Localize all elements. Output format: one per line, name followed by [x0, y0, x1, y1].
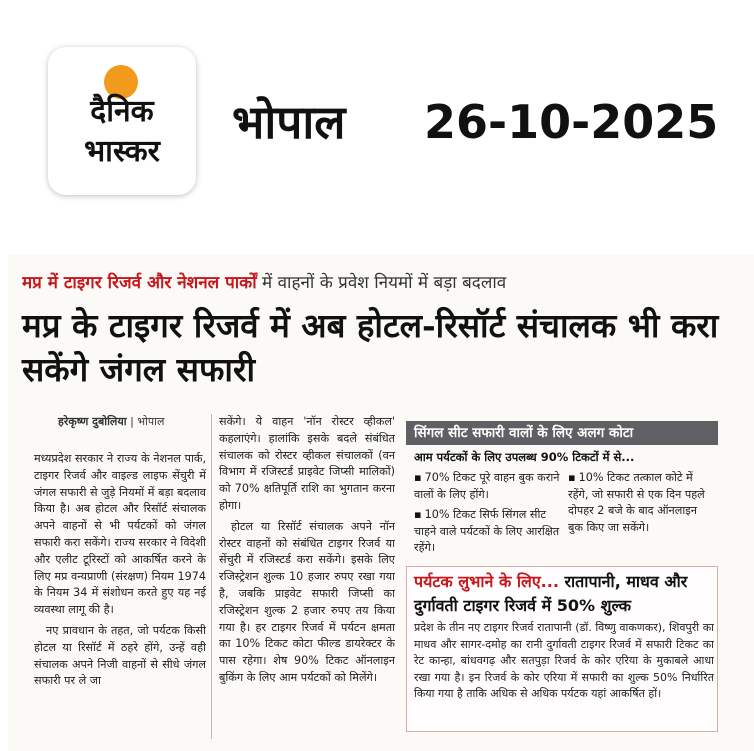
kicker-rest: में वाहनों के प्रवेश नियमों में बड़ा बदलाव — [256, 273, 507, 293]
logo-line-1: दैनिक — [90, 94, 154, 129]
byline: हरेकृष्ण दुबोलिया | भोपाल — [58, 415, 165, 428]
edition-city: भोपाल — [232, 95, 346, 149]
box-body-text: प्रदेश के तीन नए टाइगर रिजर्व रातापानी (डॉ. विष्णु वाकणकर), शिवपुरी का माधव और सागर-दमोह का रानी दुर्गावती टाइगर रिजर्व में सफारी टिकट का रेट कान्हा, बांधवगढ़ और सतपुड़ा रिजर्व के कोर एरिया के मुकाबले आधा रखा गया है। इन रिजर्व के कोर एरिया में सफारी का शुल्क 50% निर्धारित किया गया है ताकि अधिक से अधिक पर्यटक यहां आकर्षित हों। — [414, 621, 714, 700]
kicker-highlight: मप्र में टाइगर रिजर्व और नेशनल पार्कों — [22, 273, 257, 293]
column-divider — [211, 414, 212, 739]
headline: मप्र के टाइगर रिजर्व में अब होटल-रिसॉर्ट संचालक भी करा सकेंगे जंगल सफारी — [22, 306, 719, 389]
bullet-item: ▪ 10% टिकट सिर्फ सिंगल सीट चाहने वाले पर्यटकों के लिए आरक्षित रहेंगे। — [414, 508, 560, 554]
box-title-tourism: पर्यटक लुभाने के लिए... रातापानी, माधव और दुर्गावती टाइगर रिजर्व में 50% शुल्क — [414, 572, 688, 615]
dainik-bhaskar-logo — [48, 47, 196, 195]
paragraph: होटल या रिसॉर्ट संचालक अपने नॉन रोस्टर वाहनों को संबंधित टाइगर रिजर्व या सेंचुरी में रजिस्टर्ड करा सकेंगे। इसके लिए रजिस्ट्रेशन शुल्क 10 हजार रुपए रखा गया है, जबकि प्राइवेट सफारी जिप्सी का रजिस्ट्रेशन शुल्क 2 हजार रुपए तय किया गया है। हर टाइगर रिजर्व में पर्यटन क्षमता का 10% टिकट कोटा फील्ड डायरेक्टर के पास रहेगा। शेष 90% टिकट ऑनलाइन बुकिंग के लिए आम पर्यटकों को मिलेंगे। — [219, 519, 395, 684]
edition-date: 26-10-2025 — [424, 95, 719, 149]
box-title-single-seat: सिंगल सीट सफारी वालों के लिए अलग कोटा — [406, 421, 718, 445]
article-column-1 — [34, 451, 206, 741]
byline-city: भोपाल — [137, 415, 165, 428]
paragraph: मध्यप्रदेश सरकार ने राज्य के नेशनल पार्क, टाइगर रिजर्व और वाइल्ड लाइफ सेंचुरी में जंगल सफारी से जुड़े नियमों में बड़ा बदलाव किया है। अब होटल और रिसॉर्ट संचालक अपने वाहनों से भी पर्यटकों को जंगल सफारी करा सकेंगे। राज्य सरकार ने विदेशी और एलीट टूरिस्टों को आकर्षित करने के लिए मप्र वन्यप्राणी (संरक्षण) नियम 1974 के नियम 34 में संशोधन करते हुए यह नई व्यवस्था लागू की है। — [34, 452, 206, 617]
box-subtitle: आम पर्यटकों के लिए उपलब्ध 90% टिकटों में से... — [414, 450, 635, 464]
paragraph: नए प्रावधान के तहत, जो पर्यटक किसी होटल या रिसॉर्ट में ठहरे होंगे, उन्हें वही संचालक अपने निजी वाहनों से सीधे जंगल सफारी पर ले जा — [34, 623, 206, 688]
byline-name: हरेकृष्ण दुबोलिया — [58, 415, 127, 428]
logo-line-2: भास्कर — [84, 134, 160, 169]
kicker-line — [22, 270, 732, 296]
bullet-item: ▪ 10% टिकट तत्काल कोटे में रहेंगे, जो सफारी से एक दिन पहले दोपहर 2 बजे के बाद ऑनलाइन बुक किए जा सकेंगे। — [568, 471, 705, 534]
bullet-item: ▪ 70% टिकट पूरे वाहन बुक कराने वालों के लिए होंगे। — [414, 471, 560, 501]
paragraph: सकेंगे। ये वाहन 'नॉन रोस्टर व्हीकल' कहलाएंगे। हालांकि इसके बदले संबंधित संचालक को रोस्टर व्हीकल संचालकों (वन विभाग में रजिस्टर्ड प्राइवेट जिप्सी मालिकों) को 70% क्षतिपूर्ति राशि का भुगतान करना होगा। — [219, 415, 395, 512]
article-column-2 — [219, 414, 395, 741]
